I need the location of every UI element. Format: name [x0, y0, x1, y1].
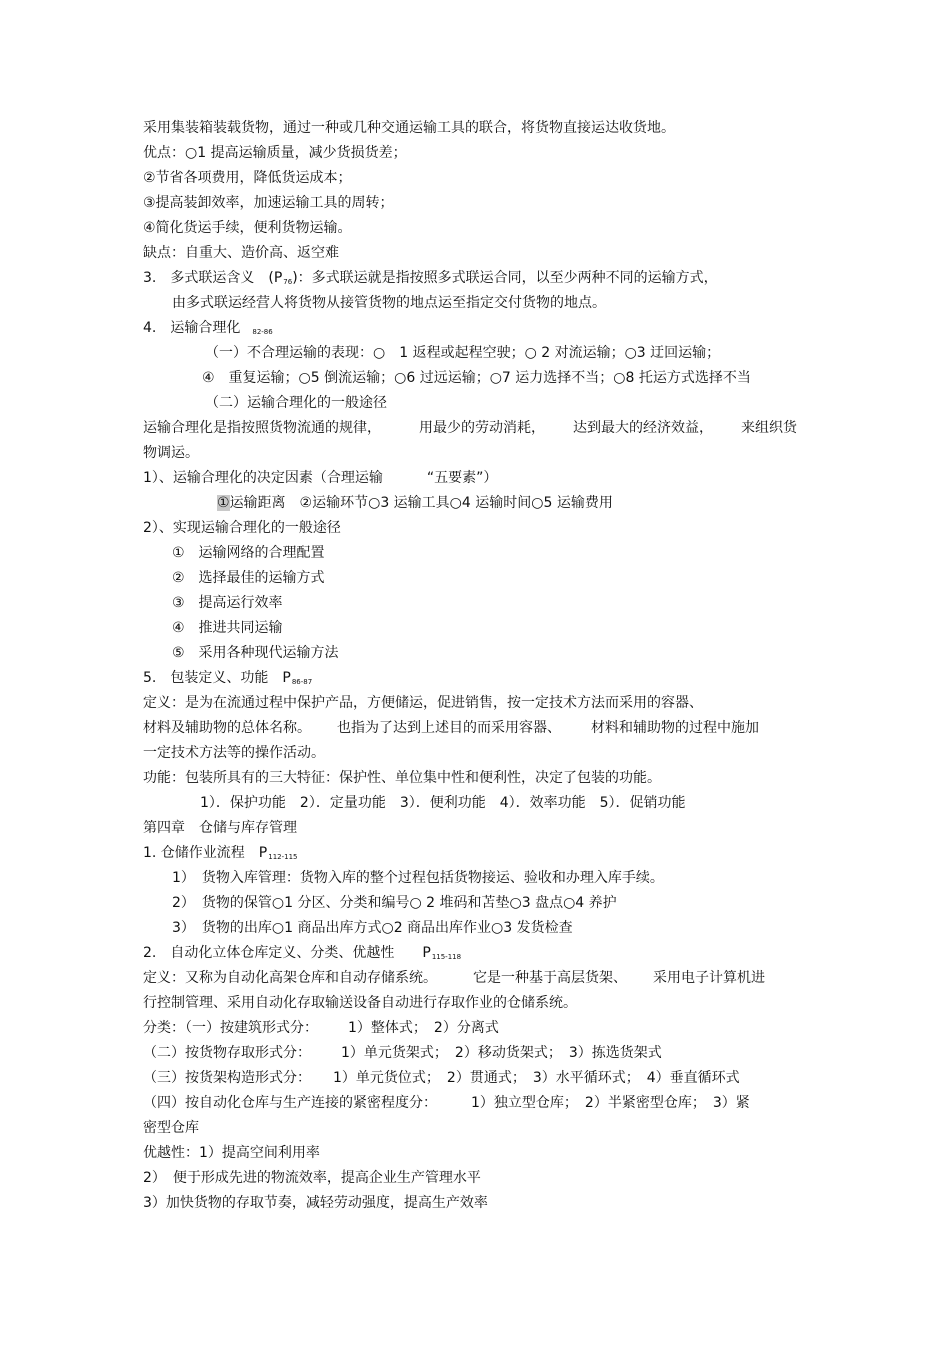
list-item — [172, 619, 283, 637]
paragraph-text: 来组织货 — [741, 420, 797, 436]
page-ref: 82-86 — [252, 328, 273, 336]
list-item: ②节省各项费用，降低货运成本； — [143, 170, 352, 186]
text-line — [143, 144, 407, 162]
text-line — [143, 519, 341, 537]
paragraph-text: 采用电子计算机进 — [653, 970, 765, 986]
list-item — [172, 919, 573, 937]
text-line — [143, 194, 394, 212]
list-item-text: ② 选择最佳的运输方式 — [172, 570, 325, 586]
text-line — [143, 219, 352, 237]
text-line — [143, 119, 675, 137]
text-line — [143, 419, 797, 437]
paragraph-text: 一定技术方法等的操作活动。 — [143, 745, 325, 761]
paragraph-text: 达到最大的经济效益， — [573, 420, 713, 436]
text-line — [143, 994, 577, 1012]
paragraph-text: （三）按货架构造形式分： — [143, 1070, 311, 1086]
list-item — [172, 544, 325, 562]
paragraph-text: 2） 便于形成先进的物流效率，提高企业生产管理水平 — [143, 1170, 481, 1186]
text-line — [143, 694, 703, 712]
list-item — [172, 594, 283, 612]
disadvantages-text: 缺点：自重大、造价高、返空难 — [143, 245, 339, 261]
text-line — [205, 394, 387, 412]
heading-text: 3. 多式联运含义 (P — [143, 270, 283, 286]
highlighted-marker: ① — [217, 495, 230, 511]
advantages-heading: 优点：○1 提高运输质量，减少货损货差； — [143, 145, 407, 161]
list-item-text: ① 运输网络的合理配置 — [172, 545, 325, 561]
section-heading — [143, 269, 718, 289]
text-line — [143, 1019, 499, 1037]
list-item: ③提高装卸效率，加速运输工具的周转； — [143, 195, 394, 211]
heading-text: 5. 包装定义、功能 P — [143, 670, 291, 686]
list-item — [172, 894, 617, 912]
text-line — [143, 444, 199, 462]
paragraph-text: 1）、运输合理化的决定因素（合理运输 — [143, 470, 383, 486]
list-item — [172, 869, 664, 887]
paragraph-text: 定义：是为在流通过程中保护产品，方便储运，促进销售，按一定技术方法而采用的容器、 — [143, 695, 703, 711]
paragraph-text: 物调运。 — [143, 445, 199, 461]
list-item: 运输距离 ②运输环节○3 运输工具○4 运输时间○5 运输费用 — [229, 495, 613, 511]
text-line — [200, 794, 686, 812]
page-ref: 115-118 — [431, 953, 462, 961]
text-line — [143, 969, 765, 987]
paragraph-text: 材料及辅助物的总体名称。 — [143, 720, 311, 736]
heading-text: 4. 运输合理化 — [143, 320, 241, 336]
subheading: 2）、实现运输合理化的一般途径 — [143, 520, 341, 536]
page-ref: 112-115 — [268, 853, 298, 861]
text-line — [143, 169, 352, 187]
section-heading — [143, 669, 312, 689]
page-ref: 86-87 — [291, 678, 313, 686]
list-item-text: ③ 提高运行效率 — [172, 595, 283, 611]
section-heading — [143, 844, 298, 864]
paragraph-text: 也指为了达到上述目的而采用容器、 — [337, 720, 561, 736]
list-item: 1）．保护功能 2）．定量功能 3）．便利功能 4）．效率功能 5）．促销功能 — [200, 795, 686, 811]
list-item-text: 2） 货物的保管○1 分区、分类和编号○ 2 堆码和苫垫○3 盘点○4 养护 — [172, 895, 617, 911]
paragraph-text: “五要素”） — [426, 470, 498, 486]
text-line — [143, 1194, 488, 1212]
paragraph-text: 密型仓库 — [143, 1120, 199, 1136]
text-line — [143, 1069, 740, 1087]
list-item-text: 3） 货物的出库○1 商品出库方式○2 商品出库作业○3 发货检查 — [172, 920, 573, 936]
text-line — [143, 469, 497, 487]
paragraph-text: 由多式联运经营人将货物从接管货物的地点运至指定交付货物的地点。 — [172, 295, 606, 311]
text-line — [205, 344, 720, 362]
list-item: （一）不合理运输的表现：○ 1 返程或起程空驶；○ 2 对流运输；○3 迂回运输； — [205, 345, 721, 361]
list-item-text: ⑤ 采用各种现代运输方法 — [172, 645, 339, 661]
text-line — [143, 744, 325, 762]
paragraph-text: （四）按自动化仓库与生产连接的紧密程度分： — [143, 1095, 437, 1111]
list-item: ④简化货运手续，便利货物运输。 — [143, 220, 352, 236]
paragraph-text: 1）单元货架式； 2）移动货架式； 3）拣选货架式 — [341, 1045, 662, 1061]
paragraph-text: 用最少的劳动消耗， — [419, 420, 545, 436]
heading-text: 2. 自动化立体仓库定义、分类、优越性 P — [143, 945, 431, 961]
heading-text: )：多式联运就是指按照多式联运合同，以至少两种不同的运输方式， — [292, 270, 718, 286]
text-line — [172, 294, 606, 312]
paragraph-text: 运输合理化是指按照货物流通的规律， — [143, 420, 381, 436]
text-line — [143, 1094, 750, 1112]
text-line — [143, 1119, 199, 1137]
paragraph-text: 1）单元货位式； 2）贯通式； 3）水平循环式； 4）垂直循环式 — [333, 1070, 740, 1086]
paragraph-text: 1）整体式； 2）分离式 — [348, 1020, 499, 1036]
section-heading — [143, 944, 461, 964]
list-item: ④ 重复运输；○5 倒流运输；○6 过远运输；○7 运力选择不当；○8 托运方式选择不当 — [202, 370, 751, 386]
section-heading — [143, 319, 273, 339]
text-line — [143, 719, 759, 737]
paragraph-text: 1）独立型仓库； 2）半紧密型仓库； 3）紧 — [471, 1095, 750, 1111]
list-item — [172, 569, 325, 587]
list-item-text: ④ 推进共同运输 — [172, 620, 283, 636]
text-line — [143, 244, 339, 262]
paragraph-text: 定义：又称为自动化高架仓库和自动存储系统。 — [143, 970, 437, 986]
heading-text: 1. 仓储作业流程 P — [143, 845, 268, 861]
paragraph-text: 分类：（一）按建筑形式分： — [143, 1020, 318, 1036]
text-line — [217, 494, 613, 512]
paragraph-text: 优越性：1）提高空间利用率 — [143, 1145, 320, 1161]
paragraph-text: 材料和辅助物的过程中施加 — [591, 720, 759, 736]
page-ref: 76 — [283, 278, 293, 286]
paragraph-text: 功能：包装所具有的三大特征：保护性、单位集中性和便利性，决定了包装的功能。 — [143, 770, 661, 786]
paragraph-text: （二）按货物存取形式分： — [143, 1045, 311, 1061]
text-line — [143, 769, 661, 787]
paragraph-text: 行控制管理、采用自动化存取输送设备自动进行存取作业的仓储系统。 — [143, 995, 577, 1011]
list-item — [172, 644, 339, 662]
paragraph-text: 采用集装箱装载货物，通过一种或几种交通运输工具的联合，将货物直接运达收货地。 — [143, 120, 675, 136]
paragraph-text: 3）加快货物的存取节奏，减轻劳动强度，提高生产效率 — [143, 1195, 488, 1211]
text-line — [143, 1044, 662, 1062]
text-line — [143, 1169, 481, 1187]
list-item-text: 1） 货物入库管理：货物入库的整个过程包括货物接运、验收和办理入库手续。 — [172, 870, 664, 886]
text-line — [143, 1144, 320, 1162]
chapter-title — [143, 819, 297, 837]
subheading: （二）运输合理化的一般途径 — [205, 395, 387, 411]
paragraph-text: 它是一种基于高层货架、 — [473, 970, 627, 986]
heading-text: 第四章 仓储与库存管理 — [143, 820, 297, 836]
text-line — [202, 369, 751, 387]
